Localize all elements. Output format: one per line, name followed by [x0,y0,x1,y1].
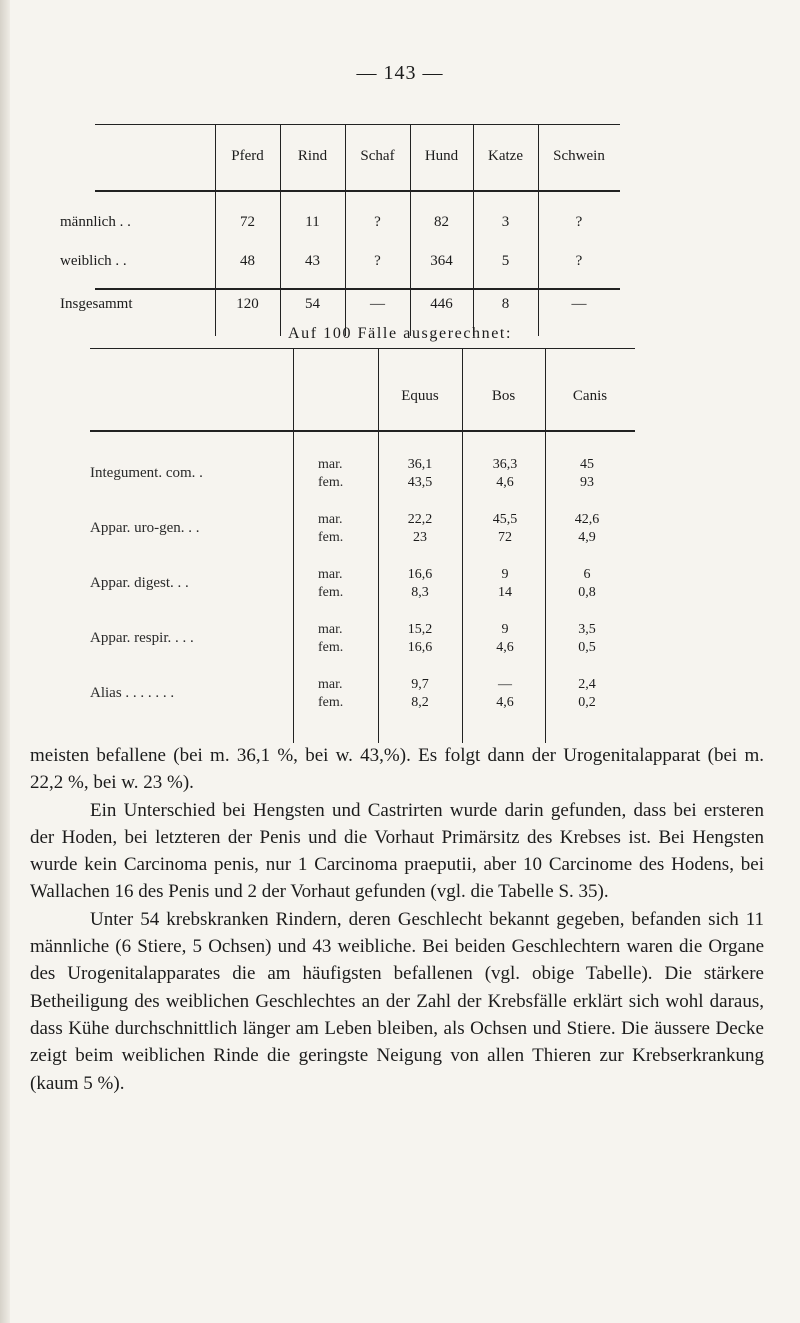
row-label: Appar. uro-gen. . . [90,520,200,536]
cell: 42,6 [574,512,600,527]
header-hund: Hund [424,148,459,164]
cell: 11 [305,214,320,230]
cell: 23 [413,530,427,545]
header-canis: Canis [572,388,608,404]
sex-label: mar. [318,622,343,637]
cell: 48 [240,253,255,269]
cell: ? [575,214,583,230]
cell: 4,6 [496,640,514,655]
cell: 4,6 [496,475,514,490]
cell: 72 [240,214,255,230]
header-equus: Equus [401,388,439,404]
cell: 45 [580,457,594,472]
cell: 43,5 [407,475,433,490]
cell: 36,3 [492,457,518,472]
sex-label: mar. [318,567,343,582]
cell: 5 [501,253,510,269]
cell: 120 [236,296,259,312]
row-label-insgesammt: Insgesammt [60,296,133,312]
paragraph: Ein Unterschied bei Hengsten und Castrirten wurde darin gefunden, dass bei ersteren der Hoden, bei letzteren der Penis und die Vorhaut Primärsitz des Krebses ist. Bei Hengsten wurde kein Carcinoma penis, nur 1 Carcinoma praeputii, aber 10 Carcinome des Hodens, bei Wallachen 16 des Penis und 2 der Vorhaut gefunden (vgl. die Tabelle S. 35). [30,799,764,903]
cell: 9,7 [411,677,429,692]
page-binding-edge [0,0,10,1323]
cell: 15,2 [407,622,433,637]
header-bos: Bos [491,388,516,404]
sex-label: fem. [318,475,344,490]
cell: 43 [305,253,320,269]
cell: 16,6 [407,567,433,582]
paragraph: Unter 54 krebskranken Rindern, deren Geschlecht bekannt gegeben, befanden sich 11 männliche (6 Stiere, 5 Ochsen) und 43 weibliche. Bei beiden Geschlechtern waren die Organe des Urogenitalapparates die am häufigsten befallenen (vgl. obige Tabelle). Die stärkere Betheiligung des weiblichen Geschlechtes an der Zahl der Krebsfälle erklärt sich wohl daraus, dass Kühe durchschnittlich länger am Leben bleiben, als Ochsen und Stiere. Die äussere Decke zeigt beim weiblichen Rinde die geringste Neigung von allen Thieren zur Krebserkrankung (kaum 5 %). [30,908,764,1094]
cell: 3 [501,214,510,230]
row-label-maennlich: männlich . . [60,214,131,230]
row-label: Integument. com. . [90,465,203,481]
cell: 4,6 [496,695,514,710]
table-caption: Auf 100 Fälle ausgerechnet: [287,325,513,342]
sex-label: fem. [318,585,344,600]
header-schwein: Schwein [553,148,605,164]
row-label: Appar. respir. . . . [90,630,194,646]
page-number: — 143 — [356,62,444,84]
cell: 0,8 [578,585,596,600]
cell: 3,5 [578,622,596,637]
cell: 0,2 [578,695,596,710]
cell: 446 [430,296,453,312]
sex-label: mar. [318,457,343,472]
cell: 14 [498,585,512,600]
body-text [30,742,764,1097]
cell: — [498,677,512,692]
cell: 72 [498,530,512,545]
cell: 36,1 [407,457,433,472]
header-schaf: Schaf [360,148,395,164]
cell: 82 [434,214,449,230]
cell: 54 [305,296,320,312]
cell: 0,5 [578,640,596,655]
cell: 16,6 [407,640,433,655]
cell: — [370,296,385,312]
paragraph: meisten befallene (bei m. 36,1 %, bei w. 43,%). Es folgt dann der Urogenitalapparat (bei m. 22,2 %, bei w. 23 %). [30,745,764,794]
sex-label: fem. [318,695,344,710]
header-rind: Rind [297,148,328,164]
sex-label: fem. [318,530,344,545]
cell: 45,5 [492,512,518,527]
cell: 364 [430,253,453,269]
cell: 9 [501,567,509,582]
cell: 8 [501,296,510,312]
sex-label: fem. [318,640,344,655]
cell: ? [374,214,381,230]
cell: — [571,296,587,312]
cell: 8,3 [411,585,429,600]
row-label-weiblich: weiblich . . [60,253,127,269]
cell: 22,2 [407,512,433,527]
cell: 4,9 [578,530,596,545]
cell: 93 [580,475,594,490]
cell: 2,4 [578,677,596,692]
cell: 6 [583,567,591,582]
header-pferd: Pferd [231,148,264,164]
cell: 8,2 [411,695,429,710]
cell: ? [575,253,583,269]
sex-label: mar. [318,512,343,527]
header-katze: Katze [488,148,523,164]
row-label: Appar. digest. . . [90,575,189,591]
cell: 9 [501,622,509,637]
row-label: Alias . . . . . . . [90,685,175,701]
cell: ? [374,253,381,269]
sex-label: mar. [318,677,343,692]
